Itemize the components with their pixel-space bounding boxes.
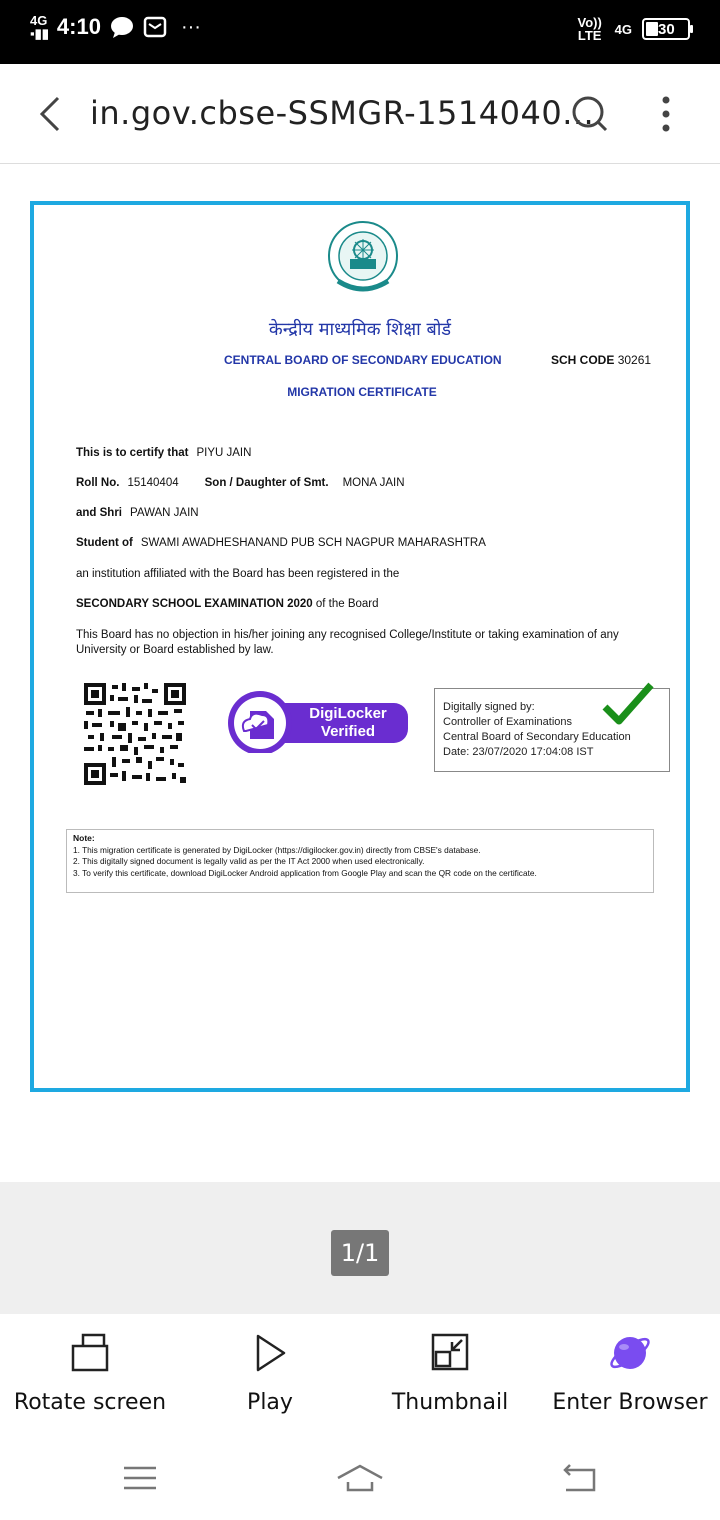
qr-code[interactable] [82,681,188,787]
volte-indicator: Vo)) LTE [577,15,602,43]
certificate-heading: MIGRATION CERTIFICATE [287,385,437,399]
battery-icon: 30 [642,18,690,40]
note-box [66,829,654,893]
note-line: 3. To verify this certificate, download DigiLocker Android application from Google Play and scan the QR code on the certificate. [73,867,537,878]
chat-bubble-icon [109,15,135,39]
rotate-screen-label: Rotate screen [13,1390,167,1415]
thumbnail-icon [430,1332,470,1374]
cbse-emblem-logo [326,219,400,299]
note-line: 2. This digitally signed document is legally valid as per the IT Act 2000 when used electronically. [73,856,425,866]
back-nav-icon[interactable] [560,1460,600,1496]
exam-line: SECONDARY SCHOOL EXAMINATION 2020 of the Board [76,598,379,610]
search-icon[interactable] [570,94,610,134]
message-icon [143,15,167,39]
more-notifications: ··· [180,15,201,38]
signed-date: Date: 23/07/2020 17:04:08 IST [443,746,594,758]
rotate-screen-icon [70,1332,110,1374]
affiliation-line: an institution affiliated with the Board has been registered in the [76,568,400,580]
signer-org: Central Board of Secondary Education [443,731,631,743]
checkmark-icon [599,681,655,729]
board-name: CENTRAL BOARD OF SECONDARY EDUCATION [224,353,502,367]
digilocker-verified-badge [226,689,410,753]
digital-signature-box [434,688,670,772]
status-bar [0,0,720,64]
network-type: 4G [614,21,632,37]
back-arrow-icon[interactable] [36,94,66,134]
board-name-hindi: केन्द्रीय माध्यमिक शिक्षा बोर्ड [268,319,452,340]
menu-icon[interactable] [120,1460,160,1496]
verified-label: Verified [320,723,376,740]
digilocker-label: DigiLocker [309,705,387,722]
enter-browser-label: Enter Browser [552,1390,708,1415]
play-label: Play [247,1390,293,1415]
enter-browser-button[interactable] [540,1314,720,1430]
signer-title: Controller of Examinations [443,716,573,728]
sch-code: SCH CODE 30261 [551,353,652,367]
signal-icon: 4G ▪▮▮ [30,13,49,41]
certify-line: This is to certify that PIYU JAIN [76,447,252,459]
document-title: in.gov.cbse-SSMGR-1514040... [90,94,595,132]
note-title: Note: [73,833,95,843]
page-indicator: 1/1 [331,1230,389,1276]
school-line: Student of SWAMI AWADHESHANAND PUB SCH NAGPUR MAHARASHTRA [76,537,486,549]
certificate-page[interactable] [30,201,690,1092]
roll-line: Roll No. 15140404 Son / Daughter of Smt. MONA JAIN [76,477,405,489]
rotate-screen-button[interactable] [0,1314,180,1430]
signed-by-label: Digitally signed by: [443,701,535,713]
thumbnail-label: Thumbnail [391,1390,509,1415]
thumbnail-button[interactable] [360,1314,540,1430]
browser-planet-icon [610,1332,650,1374]
note-line: 1. This migration certificate is generated by DigiLocker (https://digilocker.gov.in) directly from CBSE's database. [73,844,481,855]
more-options-icon[interactable] [654,94,678,134]
clock: 4:10 [56,14,101,39]
app-header [0,64,720,164]
father-line: and Shri PAWAN JAIN [76,507,199,519]
play-icon [250,1332,290,1374]
play-button[interactable] [180,1314,360,1430]
objection-text: This Board has no objection in his/her joining any recognised College/Institute or taking examination of any University or Board established by law. [76,629,619,656]
home-icon[interactable] [336,1460,384,1496]
